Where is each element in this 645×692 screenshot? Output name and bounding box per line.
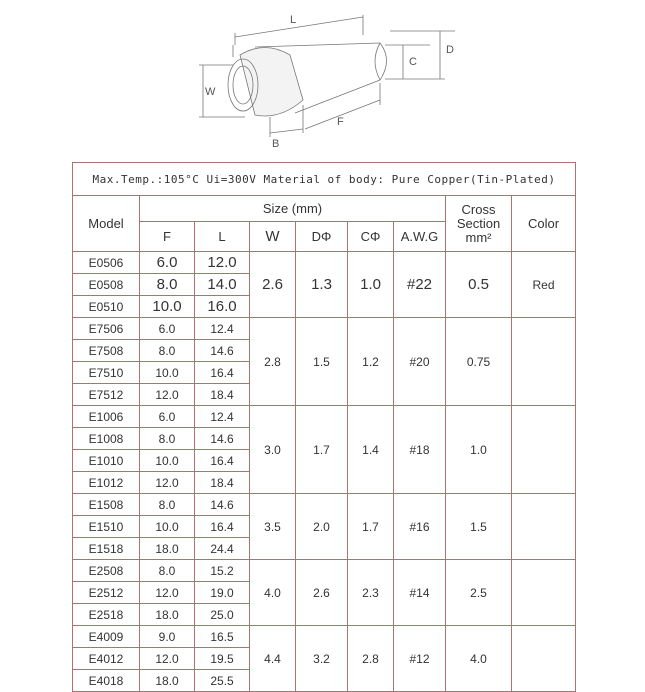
d-cell: 1.3 — [296, 252, 348, 318]
f-cell: 18.0 — [140, 604, 195, 626]
w-cell: 2.6 — [250, 252, 296, 318]
l-cell: 14.6 — [195, 494, 250, 516]
l-cell: 15.2 — [195, 560, 250, 582]
l-cell: 18.4 — [195, 472, 250, 494]
ferrule-dimension-diagram — [185, 5, 465, 155]
diagram-label-f: F — [337, 116, 344, 128]
l-cell: 16.5 — [195, 626, 250, 648]
model-cell: E1010 — [73, 450, 140, 472]
model-cell: E0508 — [73, 274, 140, 296]
cross-section-cell: 1.0 — [446, 406, 512, 494]
header-cross-line3: mm² — [465, 229, 492, 245]
header-size: Size (mm) — [140, 196, 446, 222]
cross-section-cell: 4.0 — [446, 626, 512, 692]
header-color: Color — [512, 196, 576, 252]
header-f: F — [140, 222, 195, 252]
f-cell: 12.0 — [140, 582, 195, 604]
w-cell: 4.4 — [250, 626, 296, 692]
f-cell: 8.0 — [140, 274, 195, 296]
f-cell: 8.0 — [140, 494, 195, 516]
l-cell: 19.0 — [195, 582, 250, 604]
model-cell: E1006 — [73, 406, 140, 428]
f-cell: 12.0 — [140, 648, 195, 670]
model-cell: E1012 — [73, 472, 140, 494]
diagram-label-d: D — [446, 44, 454, 56]
c-cell: 1.0 — [348, 252, 394, 318]
header-w: W — [250, 222, 296, 252]
model-cell: E2518 — [73, 604, 140, 626]
awg-cell: #20 — [394, 318, 446, 406]
awg-cell: #18 — [394, 406, 446, 494]
f-cell: 6.0 — [140, 252, 195, 274]
d-cell: 1.7 — [296, 406, 348, 494]
l-cell: 19.5 — [195, 648, 250, 670]
table-row — [73, 406, 576, 428]
f-cell: 9.0 — [140, 626, 195, 648]
d-cell: 2.0 — [296, 494, 348, 560]
model-cell: E2508 — [73, 560, 140, 582]
color-cell — [512, 494, 576, 560]
w-cell: 3.5 — [250, 494, 296, 560]
l-cell: 14.6 — [195, 428, 250, 450]
l-cell: 24.4 — [195, 538, 250, 560]
header-cross-line1: Cross — [461, 201, 496, 217]
table-row — [73, 626, 576, 648]
f-cell: 12.0 — [140, 472, 195, 494]
header-cross-section — [446, 196, 512, 252]
awg-cell: #22 — [394, 252, 446, 318]
model-cell: E7508 — [73, 340, 140, 362]
color-cell — [512, 406, 576, 494]
model-cell: E1008 — [73, 428, 140, 450]
f-cell: 8.0 — [140, 428, 195, 450]
cross-section-cell: 0.5 — [446, 252, 512, 318]
awg-cell: #12 — [394, 626, 446, 692]
diagram-label-c: C — [409, 56, 417, 68]
f-cell: 6.0 — [140, 406, 195, 428]
f-cell: 6.0 — [140, 318, 195, 340]
awg-cell: #14 — [394, 560, 446, 626]
l-cell: 16.0 — [195, 296, 250, 318]
l-cell: 12.0 — [195, 252, 250, 274]
f-cell: 10.0 — [140, 450, 195, 472]
diagram-label-b: B — [272, 138, 280, 150]
diagram-label-w: W — [205, 86, 216, 98]
model-cell: E7512 — [73, 384, 140, 406]
color-cell — [512, 626, 576, 692]
header-c: CΦ — [348, 222, 394, 252]
f-cell: 18.0 — [140, 538, 195, 560]
ferrule-spec-table — [72, 162, 576, 692]
l-cell: 16.4 — [195, 516, 250, 538]
f-cell: 10.0 — [140, 362, 195, 384]
f-cell: 12.0 — [140, 384, 195, 406]
header-model: Model — [73, 196, 140, 252]
l-cell: 16.4 — [195, 450, 250, 472]
c-cell: 2.3 — [348, 560, 394, 626]
model-cell: E4009 — [73, 626, 140, 648]
l-cell: 16.4 — [195, 362, 250, 384]
model-cell: E7506 — [73, 318, 140, 340]
d-cell: 3.2 — [296, 626, 348, 692]
f-cell: 8.0 — [140, 560, 195, 582]
model-cell: E2512 — [73, 582, 140, 604]
cross-section-cell: 2.5 — [446, 560, 512, 626]
f-cell: 10.0 — [140, 516, 195, 538]
header-l: L — [195, 222, 250, 252]
l-cell: 12.4 — [195, 406, 250, 428]
l-cell: 12.4 — [195, 318, 250, 340]
model-cell: E4018 — [73, 670, 140, 692]
color-cell: Red — [512, 252, 576, 318]
color-cell — [512, 560, 576, 626]
awg-cell: #16 — [394, 494, 446, 560]
d-cell: 1.5 — [296, 318, 348, 406]
c-cell: 2.8 — [348, 626, 394, 692]
header-awg: A.W.G — [394, 222, 446, 252]
w-cell: 4.0 — [250, 560, 296, 626]
l-cell: 25.5 — [195, 670, 250, 692]
cross-section-cell: 1.5 — [446, 494, 512, 560]
f-cell: 8.0 — [140, 340, 195, 362]
table-row — [73, 494, 576, 516]
model-cell: E4012 — [73, 648, 140, 670]
spec-title: Max.Temp.:105°C Ui=300V Material of body: Pure Copper(Tin-Plated) — [73, 163, 576, 196]
table-row — [73, 560, 576, 582]
model-cell: E7510 — [73, 362, 140, 384]
model-cell: E0510 — [73, 296, 140, 318]
w-cell: 2.8 — [250, 318, 296, 406]
f-cell: 10.0 — [140, 296, 195, 318]
model-cell: E1518 — [73, 538, 140, 560]
l-cell: 18.4 — [195, 384, 250, 406]
table-row — [73, 252, 576, 274]
f-cell: 18.0 — [140, 670, 195, 692]
l-cell: 14.6 — [195, 340, 250, 362]
diagram-label-l: L — [290, 14, 297, 26]
cross-section-cell: 0.75 — [446, 318, 512, 406]
header-d: DΦ — [296, 222, 348, 252]
c-cell: 1.4 — [348, 406, 394, 494]
d-cell: 2.6 — [296, 560, 348, 626]
model-cell: E1510 — [73, 516, 140, 538]
c-cell: 1.7 — [348, 494, 394, 560]
model-cell: E1508 — [73, 494, 140, 516]
l-cell: 14.0 — [195, 274, 250, 296]
header-cross-line2: Section — [456, 215, 501, 231]
table-row — [73, 318, 576, 340]
w-cell: 3.0 — [250, 406, 296, 494]
color-cell — [512, 318, 576, 406]
c-cell: 1.2 — [348, 318, 394, 406]
l-cell: 25.0 — [195, 604, 250, 626]
model-cell: E0506 — [73, 252, 140, 274]
